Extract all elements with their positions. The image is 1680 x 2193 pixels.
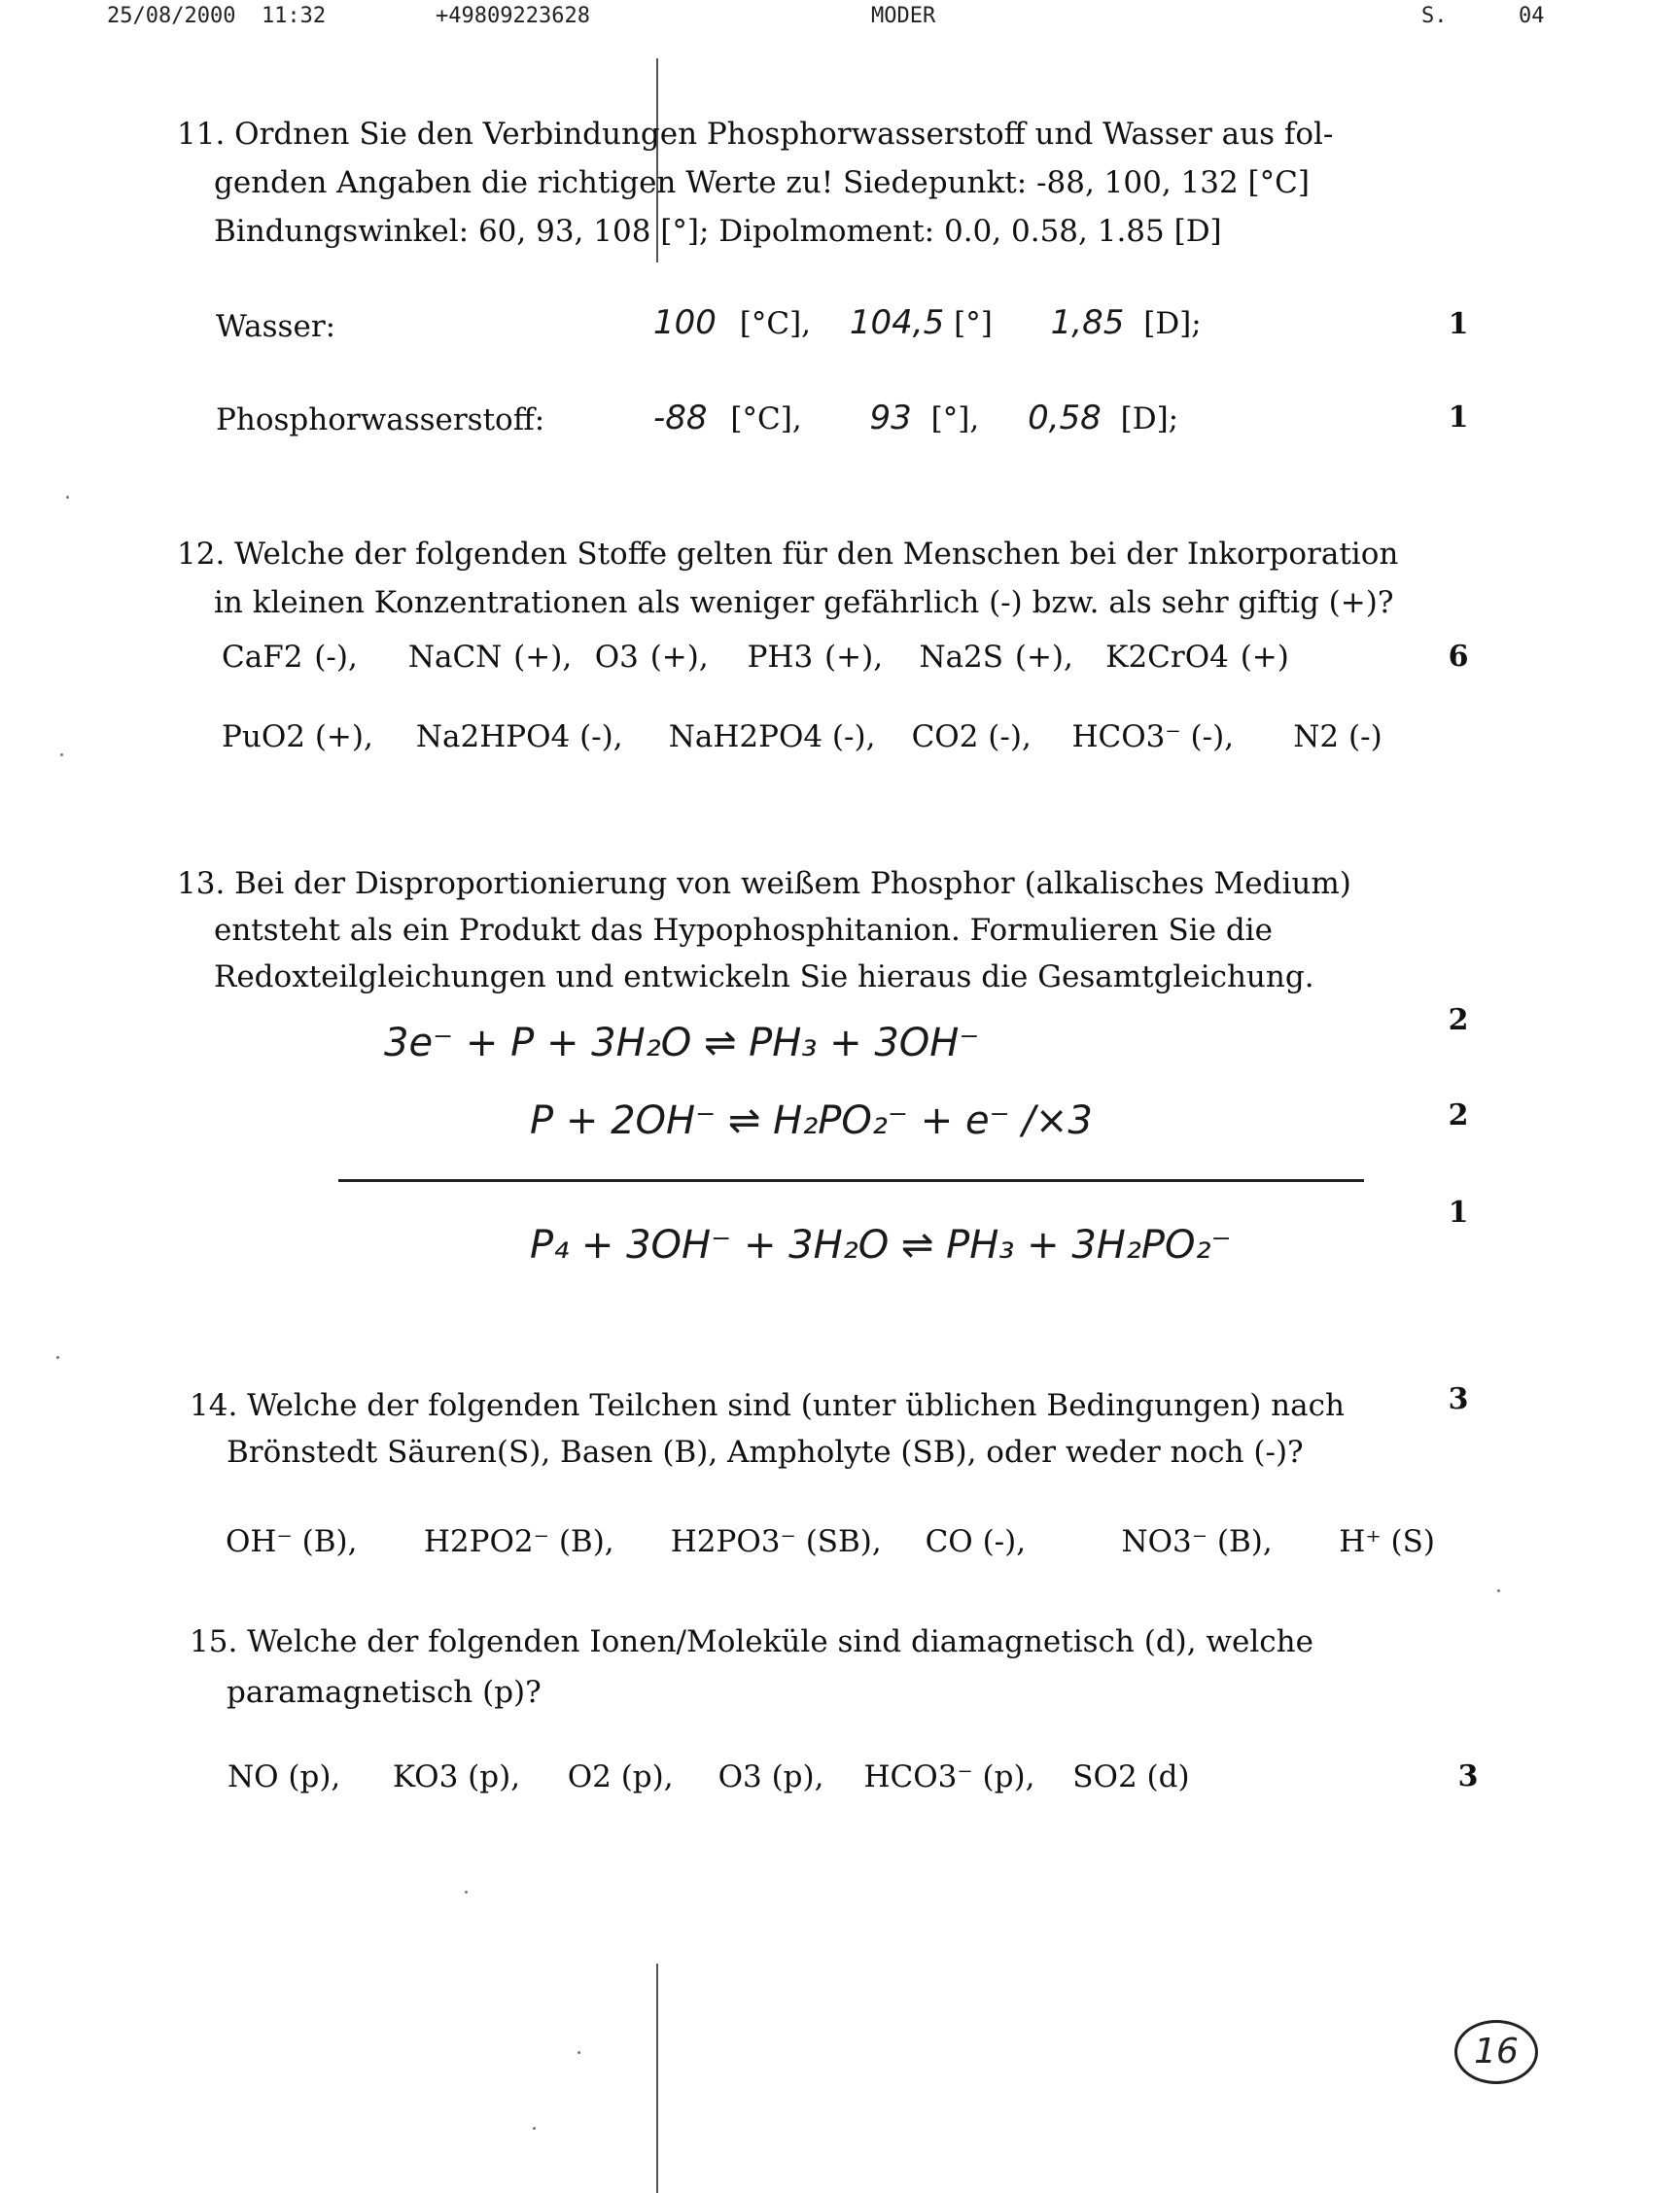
scan-speck	[578, 2051, 580, 2054]
phosphine-bond-angle-unit: [°],	[930, 401, 980, 436]
scan-speck	[1497, 1589, 1500, 1592]
question-13	[177, 860, 1460, 1000]
particle-answer: OH⁻ (B),	[226, 1524, 358, 1559]
question-13-text-line: 13. Bei der Disproportionierung von weißem Phosphor (alkalisches Medium)	[177, 866, 1351, 901]
particle-answer: H2PO2⁻ (B),	[423, 1524, 614, 1559]
scan-artifact-line	[656, 1964, 658, 2193]
fax-number: +49809223628	[436, 4, 590, 28]
fax-date-time: 25/08/2000 11:32	[107, 4, 327, 28]
water-dipole-unit: [D];	[1143, 306, 1202, 341]
overall-equation: P₄ + 3OH⁻ + 3H₂O ⇌ PH₃ + 3H₂PO₂⁻	[530, 1223, 1232, 1268]
molecule-answer: KO3 (p),	[392, 1759, 521, 1794]
question-11	[177, 110, 1460, 256]
scan-speck	[66, 496, 69, 499]
water-label: Wasser:	[216, 309, 336, 344]
substance-answer: N2 (-)	[1293, 719, 1382, 754]
substance-answer: CO2 (-),	[911, 719, 1032, 754]
scan-speck	[533, 2127, 536, 2130]
phosphine-label: Phosphorwasserstoff:	[216, 402, 545, 437]
particle-answer: CO (-),	[925, 1524, 1027, 1559]
equation-sum-line	[338, 1179, 1364, 1182]
substance-answer: NaCN (+),	[407, 640, 573, 675]
question-11-text-line: 11. Ordnen Sie den Verbindungen Phosphorwasserstoff und Wasser aus fol-	[177, 117, 1334, 152]
question-12-text-line: in kleinen Konzentrationen als weniger gefährlich (-) bzw. als sehr giftig (+)?	[214, 585, 1394, 620]
question-13-text-line: entsteht als ein Produkt das Hypophosphitanion. Formulieren Sie die	[214, 913, 1273, 948]
phosphine-dipole-unit: [D];	[1120, 401, 1179, 436]
points-question-12: 6	[1448, 640, 1469, 674]
scan-speck	[465, 1891, 468, 1894]
water-bond-angle-answer: 104,5	[849, 303, 945, 342]
question-15-text-line: 15. Welche der folgenden Ionen/Moleküle sind diamagnetisch (d), welche	[190, 1624, 1313, 1659]
substance-answer: Na2S (+),	[919, 640, 1073, 675]
molecule-answer: SO2 (d)	[1072, 1759, 1190, 1794]
molecule-answer: O3 (p),	[718, 1759, 824, 1794]
points-water: 1	[1448, 307, 1469, 341]
molecule-answer: NO (p),	[228, 1759, 341, 1794]
phosphine-boiling-point-answer: -88	[653, 399, 708, 437]
water-boiling-point-unit: [°C],	[739, 306, 812, 341]
substance-answer: K2CrO4 (+)	[1105, 640, 1289, 675]
question-14-answer-row	[226, 1524, 1435, 1559]
substance-answer: PuO2 (+),	[222, 719, 373, 754]
question-14-text-line: Brönstedt Säuren(S), Basen (B), Ampholyte (SB), oder weder noch (-)?	[227, 1435, 1304, 1470]
question-15-text-line: paramagnetisch (p)?	[227, 1675, 542, 1710]
question-12-answer-row-2	[222, 719, 1382, 754]
substance-answer: Na2HPO4 (-),	[415, 719, 623, 754]
fax-page-label: S.	[1421, 4, 1448, 28]
question-11-text-line: genden Angaben die richtigen Werte zu! Siedepunkt: -88, 100, 132 [°C]	[214, 165, 1310, 200]
phosphine-boiling-point-unit: [°C],	[730, 401, 802, 436]
phosphine-dipole-answer: 0,58	[1028, 399, 1102, 437]
particle-answer: H2PO3⁻ (SB),	[670, 1524, 882, 1559]
water-boiling-point-answer: 100	[653, 303, 717, 342]
substance-answer: CaF2 (-),	[222, 640, 358, 675]
points-eq2: 2	[1448, 1098, 1469, 1132]
water-dipole-answer: 1,85	[1050, 303, 1125, 342]
phosphine-bond-angle-answer: 93	[869, 399, 912, 437]
question-14-text-line: 14. Welche der folgenden Teilchen sind (unter üblichen Bedingungen) nach	[190, 1388, 1345, 1423]
page-score-circle: 16	[1454, 2020, 1538, 2084]
question-12-text-line: 12. Welche der folgenden Stoffe gelten für den Menschen bei der Inkorporation	[177, 537, 1399, 572]
fax-page-number: 04	[1519, 4, 1545, 28]
points-question-14: 3	[1448, 1382, 1469, 1416]
scan-speck	[60, 753, 63, 756]
substance-answer: NaH2PO4 (-),	[668, 719, 876, 754]
particle-answer: NO3⁻ (B),	[1121, 1524, 1273, 1559]
half-equation-reduction: 3e⁻ + P + 3H₂O ⇌ PH₃ + 3OH⁻	[384, 1021, 980, 1065]
water-bond-angle-unit: [°]	[954, 306, 993, 341]
points-eq1: 2	[1448, 1003, 1469, 1037]
fax-sender-name: MODER	[871, 4, 936, 28]
question-12-answer-row-1	[222, 640, 1289, 675]
points-phosphine: 1	[1448, 400, 1469, 435]
water-values	[653, 303, 1202, 342]
question-15	[190, 1617, 1434, 1718]
substance-answer: O3 (+),	[594, 640, 709, 675]
phosphine-values	[653, 399, 1178, 437]
substance-answer: PH3 (+),	[747, 640, 884, 675]
question-13-text-line: Redoxteilgleichungen und entwickeln Sie hieraus die Gesamtgleichung.	[214, 959, 1314, 994]
half-equation-oxidation: P + 2OH⁻ ⇌ H₂PO₂⁻ + e⁻ /×3	[530, 1098, 1093, 1143]
molecule-answer: HCO3⁻ (p),	[863, 1759, 1035, 1794]
scan-speck	[56, 1356, 59, 1359]
substance-answer: HCO3⁻ (-),	[1071, 719, 1235, 754]
points-question-15: 3	[1457, 1759, 1479, 1793]
question-15-answer-row	[228, 1759, 1190, 1794]
question-12	[177, 530, 1460, 627]
question-11-text-line: Bindungswinkel: 60, 93, 108 [°]; Dipolmoment: 0.0, 0.58, 1.85 [D]	[214, 214, 1222, 249]
points-eq3: 1	[1448, 1196, 1469, 1230]
molecule-answer: O2 (p),	[567, 1759, 674, 1794]
question-14	[190, 1382, 1434, 1476]
particle-answer: H⁺ (S)	[1339, 1524, 1435, 1559]
